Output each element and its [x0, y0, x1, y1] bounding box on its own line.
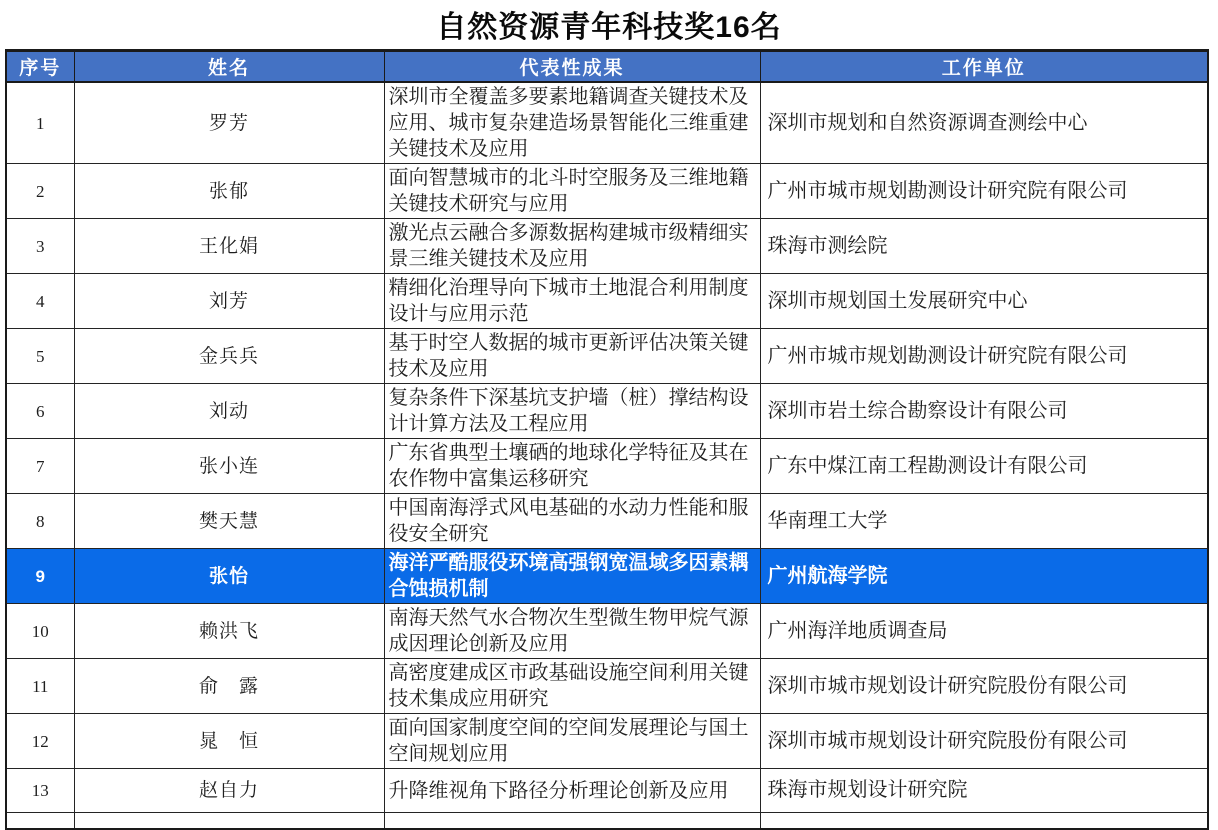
- table-header-row: [6, 51, 1208, 83]
- cell-name: 张小连: [74, 439, 384, 494]
- award-table: [5, 49, 1209, 830]
- cell-unit: 珠海市测绘院: [760, 219, 1208, 274]
- header-cell-unit: 工作单位: [760, 51, 1208, 83]
- table-row: [6, 439, 1208, 494]
- cell-unit: 珠海市规划设计研究院: [760, 769, 1208, 813]
- table-row: [6, 82, 1208, 164]
- cell-name: 赖洪飞: [74, 604, 384, 659]
- cell-name: 樊天慧: [74, 494, 384, 549]
- cell-achievement: 升降维视角下路径分析理论创新及应用: [384, 769, 760, 813]
- cell-unit: 广州航海学院: [760, 549, 1208, 604]
- table-row-partial: [6, 813, 1208, 829]
- cell-achievement: 中国南海浮式风电基础的水动力性能和服役安全研究: [384, 494, 760, 549]
- cell-name: 刘动: [74, 384, 384, 439]
- table-row: [6, 604, 1208, 659]
- cell-achievement: 海洋严酷服役环境高强钢宽温域多因素耦合蚀损机制: [384, 549, 760, 604]
- cell-name-empty: [74, 813, 384, 829]
- cell-name: 晁 恒: [74, 714, 384, 769]
- cell-achievement: 南海天然气水合物次生型微生物甲烷气源成因理论创新及应用: [384, 604, 760, 659]
- cell-unit: 深圳市岩土综合勘察设计有限公司: [760, 384, 1208, 439]
- cell-index: 7: [6, 439, 74, 494]
- table-row: [6, 769, 1208, 813]
- cell-index: 6: [6, 384, 74, 439]
- cell-name: 张郁: [74, 164, 384, 219]
- cell-achievement: 高密度建成区市政基础设施空间利用关键技术集成应用研究: [384, 659, 760, 714]
- header-cell-name: 姓名: [74, 51, 384, 83]
- header-cell-index: 序号: [6, 51, 74, 83]
- cell-index: 1: [6, 82, 74, 164]
- table-row: [6, 219, 1208, 274]
- cell-index: 10: [6, 604, 74, 659]
- cell-index: 11: [6, 659, 74, 714]
- table-body: [6, 82, 1208, 829]
- cell-name: 张怡: [74, 549, 384, 604]
- table-row: [6, 549, 1208, 604]
- cell-name: 王化娟: [74, 219, 384, 274]
- cell-achievement: 基于时空人数据的城市更新评估决策关键技术及应用: [384, 329, 760, 384]
- cell-unit: 深圳市城市规划设计研究院股份有限公司: [760, 714, 1208, 769]
- table-row: [6, 329, 1208, 384]
- cell-achievement: 面向智慧城市的北斗时空服务及三维地籍关键技术研究与应用: [384, 164, 760, 219]
- cell-unit: 深圳市城市规划设计研究院股份有限公司: [760, 659, 1208, 714]
- cell-index: 5: [6, 329, 74, 384]
- cell-unit: 广州海洋地质调查局: [760, 604, 1208, 659]
- cell-name: 赵自力: [74, 769, 384, 813]
- cell-unit-empty: [760, 813, 1208, 829]
- header-cell-achievement: 代表性成果: [384, 51, 760, 83]
- table-row: [6, 164, 1208, 219]
- cell-achievement: 激光点云融合多源数据构建城市级精细实景三维关键技术及应用: [384, 219, 760, 274]
- cell-achievement-empty: [384, 813, 760, 829]
- cell-unit: 深圳市规划国土发展研究中心: [760, 274, 1208, 329]
- table-row: [6, 659, 1208, 714]
- cell-unit: 深圳市规划和自然资源调查测绘中心: [760, 82, 1208, 164]
- cell-achievement: 面向国家制度空间的空间发展理论与国土空间规划应用: [384, 714, 760, 769]
- cell-achievement: 精细化治理导向下城市土地混合利用制度设计与应用示范: [384, 274, 760, 329]
- table-row: [6, 714, 1208, 769]
- cell-index: 2: [6, 164, 74, 219]
- cell-index-empty: [6, 813, 74, 829]
- cell-achievement: 深圳市全覆盖多要素地籍调查关键技术及应用、城市复杂建造场景智能化三维重建关键技术及应用: [384, 82, 760, 164]
- table-row: [6, 274, 1208, 329]
- cell-name: 刘芳: [74, 274, 384, 329]
- cell-name: 金兵兵: [74, 329, 384, 384]
- cell-index: 13: [6, 769, 74, 813]
- cell-index: 4: [6, 274, 74, 329]
- cell-index: 8: [6, 494, 74, 549]
- cell-unit: 华南理工大学: [760, 494, 1208, 549]
- cell-name: 罗芳: [74, 82, 384, 164]
- table-row: [6, 494, 1208, 549]
- cell-unit: 广东中煤江南工程勘测设计有限公司: [760, 439, 1208, 494]
- cell-index: 9: [6, 549, 74, 604]
- cell-achievement: 广东省典型土壤硒的地球化学特征及其在农作物中富集运移研究: [384, 439, 760, 494]
- table-row: [6, 384, 1208, 439]
- cell-name: 俞 露: [74, 659, 384, 714]
- cell-index: 12: [6, 714, 74, 769]
- cell-unit: 广州市城市规划勘测设计研究院有限公司: [760, 329, 1208, 384]
- cell-unit: 广州市城市规划勘测设计研究院有限公司: [760, 164, 1208, 219]
- cell-index: 3: [6, 219, 74, 274]
- page-title: 自然资源青年科技奖16名: [436, 11, 782, 44]
- cell-achievement: 复杂条件下深基坑支护墙（桩）撑结构设计计算方法及工程应用: [384, 384, 760, 439]
